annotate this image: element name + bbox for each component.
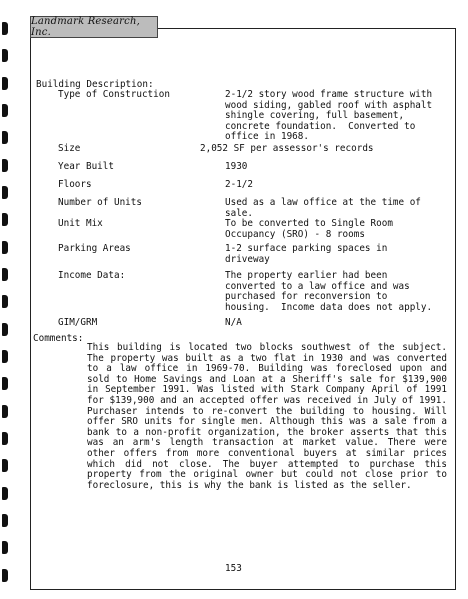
row-label-units: Number of Units bbox=[58, 197, 142, 208]
binder-hole bbox=[2, 77, 8, 90]
row-value-floors: 2-1/2 bbox=[225, 179, 253, 190]
binder-hole bbox=[2, 131, 8, 144]
binder-hole bbox=[2, 186, 8, 199]
row-value-construction: 2-1/2 story wood frame structure with wood siding, gabled roof with asphalt shingle covering, full basement, concrete foundation. Converted to office in 1968. bbox=[225, 89, 433, 143]
row-value-year-built: 1930 bbox=[225, 161, 248, 172]
row-value-gim-grm: N/A bbox=[225, 317, 242, 328]
company-name: Landmark Research, Inc. bbox=[31, 16, 140, 38]
row-label-parking: Parking Areas bbox=[58, 243, 131, 254]
row-label-gim-grm: GIM/GRM bbox=[58, 317, 98, 328]
row-value-size: 2,052 SF per assessor's records bbox=[200, 143, 374, 154]
binder-hole bbox=[2, 541, 8, 554]
row-label-income: Income Data: bbox=[58, 270, 126, 281]
binder-hole bbox=[2, 295, 8, 308]
binder-hole bbox=[2, 350, 8, 363]
binder-hole bbox=[2, 22, 8, 35]
binder-hole bbox=[2, 49, 8, 62]
binder-hole bbox=[2, 432, 8, 445]
row-value-income: The property earlier had been converted to a law office and was purchased for reconversion to housing. Income data does not apply. bbox=[225, 270, 433, 313]
binder-hole bbox=[2, 569, 8, 582]
row-label-unit-mix: Unit Mix bbox=[58, 218, 103, 229]
binder-holes bbox=[0, 0, 14, 599]
row-label-year-built: Year Built bbox=[58, 161, 114, 172]
binder-hole bbox=[2, 159, 8, 172]
company-logo bbox=[30, 16, 158, 38]
binder-hole bbox=[2, 487, 8, 500]
comments-label: Comments: bbox=[33, 333, 84, 344]
page-number: 153 bbox=[225, 563, 242, 574]
binder-hole bbox=[2, 213, 8, 226]
row-value-parking: 1-2 surface parking spaces in driveway bbox=[225, 243, 388, 265]
row-label-construction: Type of Construction bbox=[58, 89, 170, 100]
binder-hole bbox=[2, 268, 8, 281]
row-value-units: Used as a law office at the time of sale. bbox=[225, 197, 421, 219]
row-label-size: Size bbox=[58, 143, 81, 154]
binder-hole bbox=[2, 514, 8, 527]
binder-hole bbox=[2, 459, 8, 472]
comments-body: This building is located two blocks southwest of the subject. The property was built as a two flat in 1930 and was converted to a law office in 1969-70. Building was foreclosed upon and sold to Home Savings and Loan at a Sheriff's sale for $139,900 in September 1991. Was listed with Stark Company April of 1991 for $139,900 and an accepted offer was received in July of 1991. Purchaser intends to re-convert the building to housing. Will offer SRO units for single men. Although this was a sale from a bank to a non-profit organization, the broker asserts that this was an arm's length transaction at market value. There were other offers from more conventional buyers at similar prices which did not close. The buyer attempted to purchase this property from the original owner but could not close prior to foreclosure, this is why the bank is listed as the seller. bbox=[87, 342, 447, 491]
binder-hole bbox=[2, 377, 8, 390]
row-value-unit-mix: To be converted to Single Room Occupancy (SRO) - 8 rooms bbox=[225, 218, 393, 240]
row-label-floors: Floors bbox=[58, 179, 92, 190]
binder-hole bbox=[2, 104, 8, 117]
section-title: Building Description: bbox=[36, 79, 154, 90]
binder-hole bbox=[2, 241, 8, 254]
binder-hole bbox=[2, 405, 8, 418]
binder-hole bbox=[2, 323, 8, 336]
